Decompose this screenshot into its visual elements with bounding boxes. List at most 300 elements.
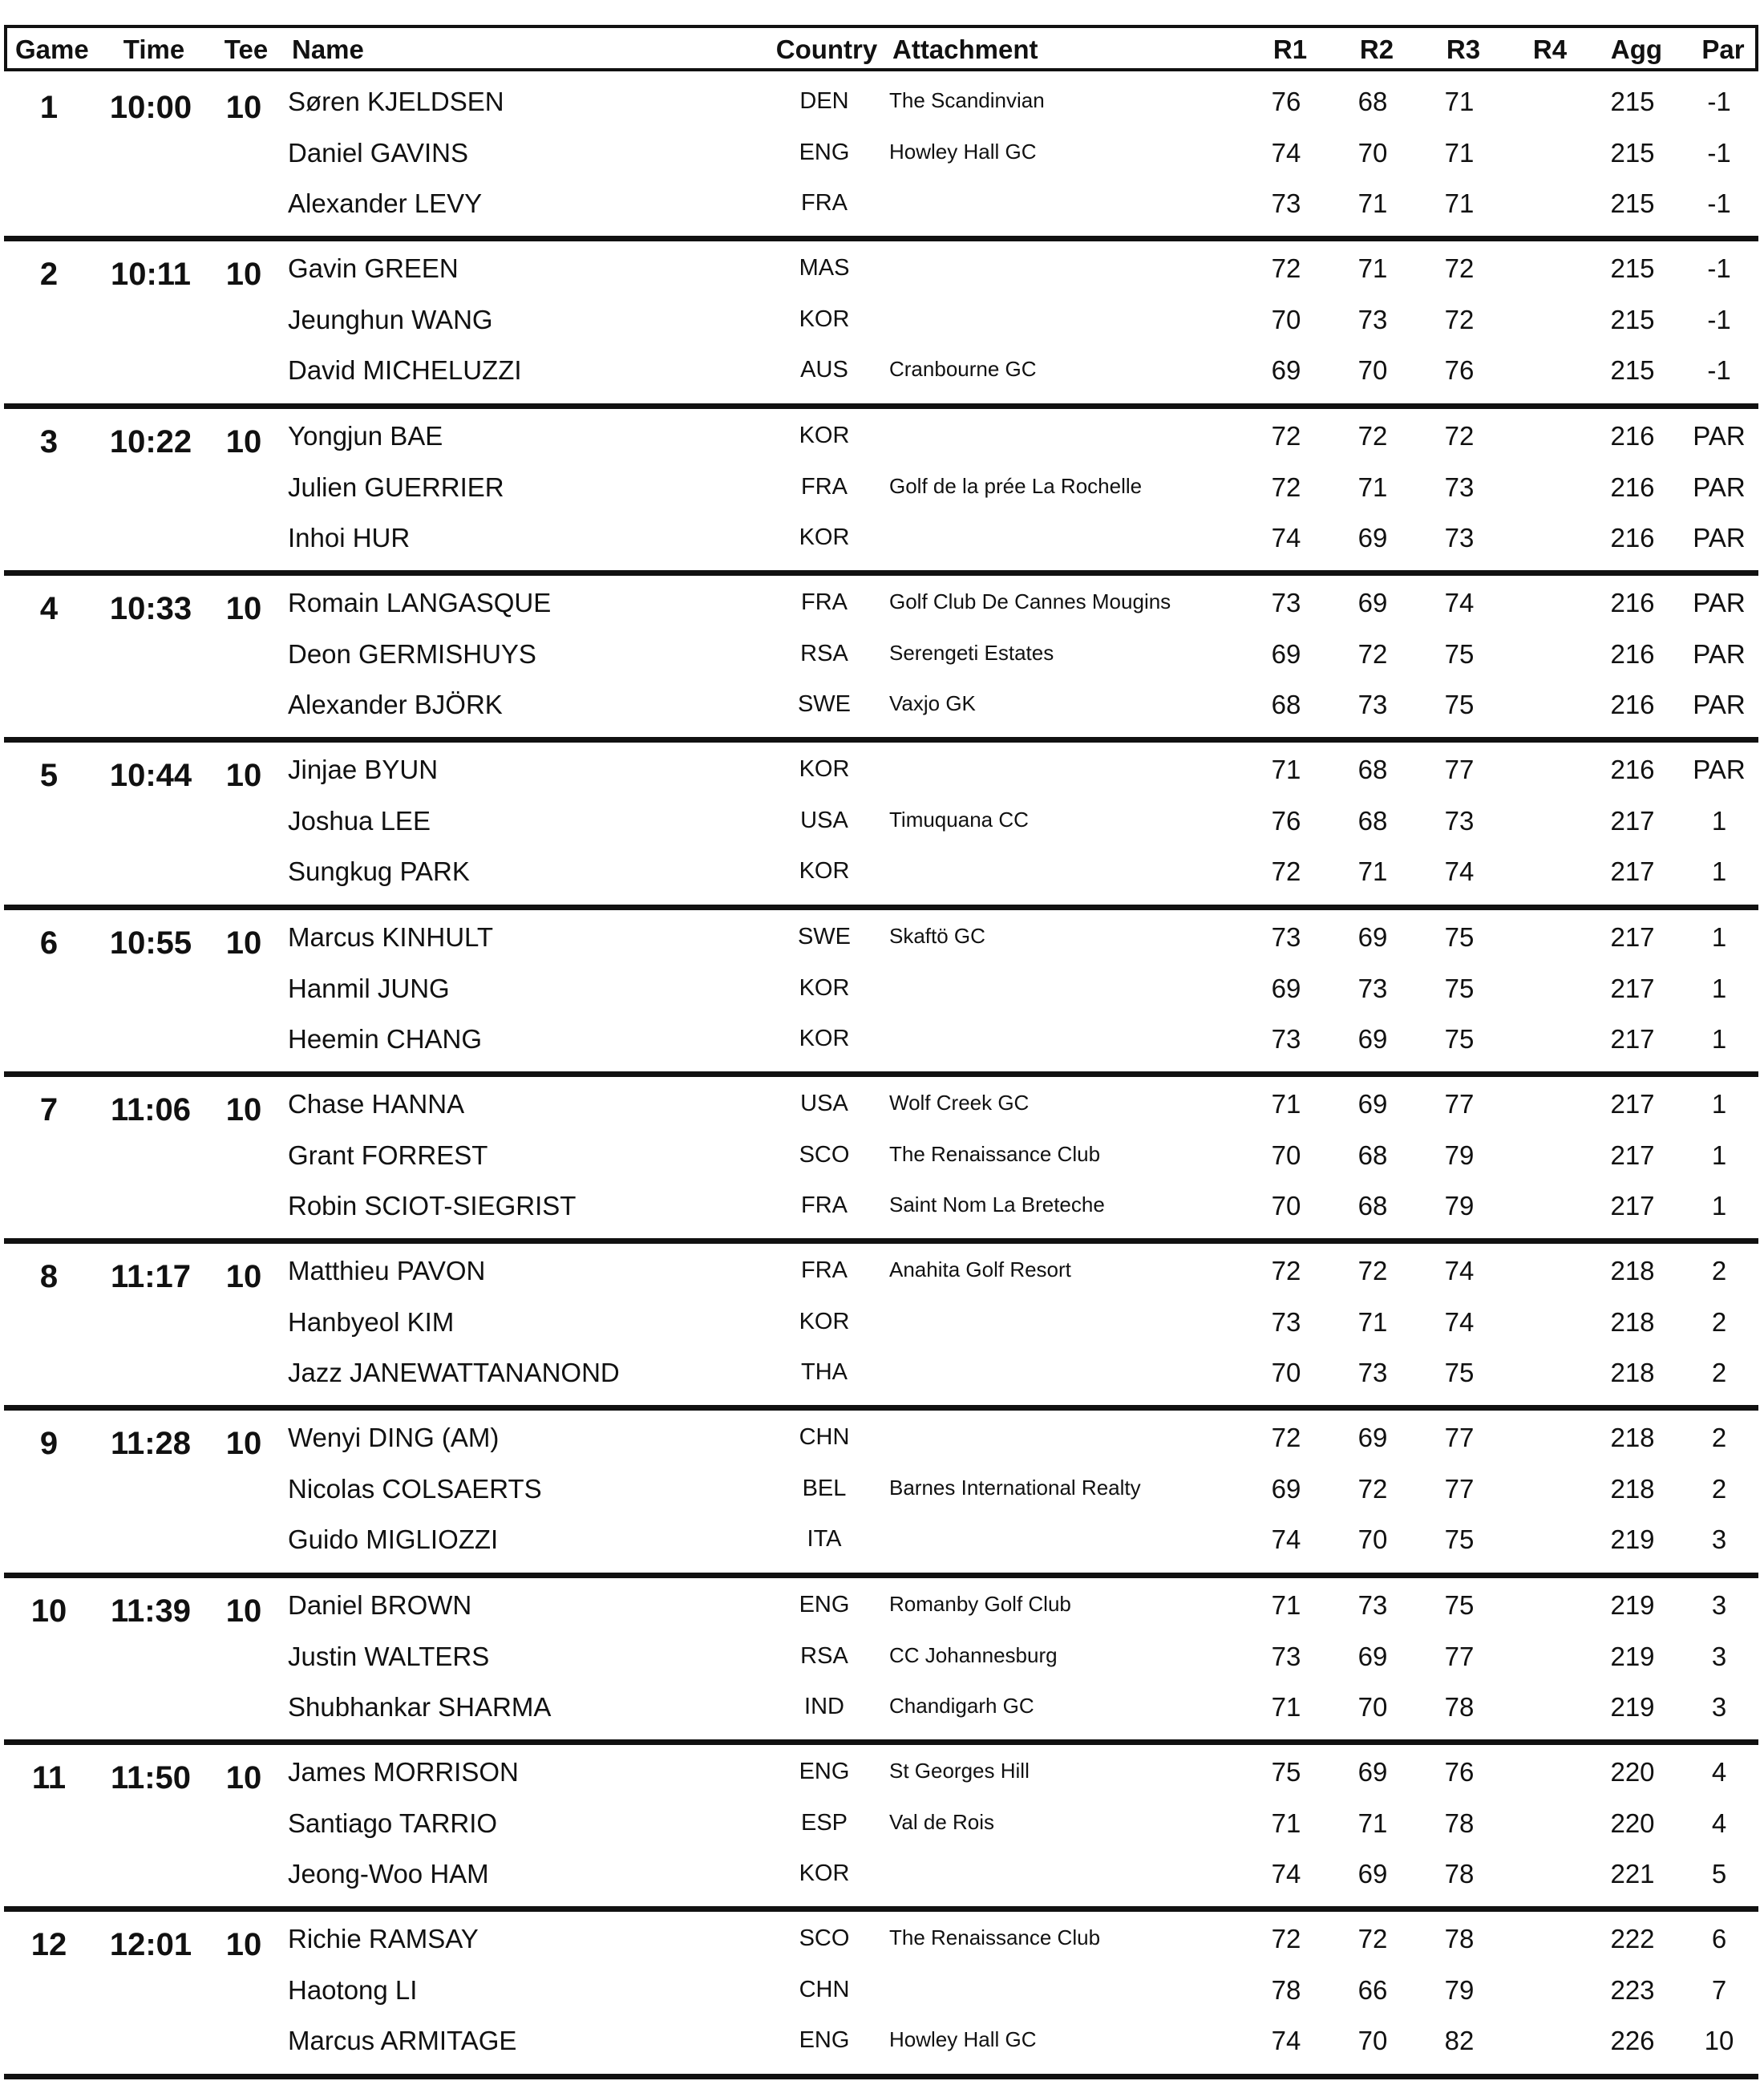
header-r4: R4 xyxy=(1532,34,1568,64)
score-r1: 74 xyxy=(1271,138,1301,168)
score-r3: 75 xyxy=(1444,638,1475,669)
player-attachment: Barnes International Realty xyxy=(889,1476,1141,1500)
score-to-par: -1 xyxy=(1707,253,1731,284)
player-country: KOR xyxy=(799,756,850,783)
score-r3: 72 xyxy=(1444,253,1475,284)
score-r1: 69 xyxy=(1271,1474,1301,1504)
player-attachment: The Renaissance Club xyxy=(889,1925,1101,1950)
game-number: 10 xyxy=(30,1593,67,1629)
player-country: FRA xyxy=(801,473,848,500)
score-r2: 71 xyxy=(1357,188,1388,218)
score-aggregate: 215 xyxy=(1610,87,1655,116)
score-r3: 77 xyxy=(1444,1423,1475,1453)
score-aggregate: 219 xyxy=(1610,1589,1655,1620)
score-r1: 73 xyxy=(1271,1641,1301,1671)
player-attachment: Saint Nom La Breteche xyxy=(889,1192,1105,1217)
score-r2: 72 xyxy=(1357,420,1388,451)
score-to-par: 3 xyxy=(1711,1524,1727,1555)
score-to-par: 1 xyxy=(1711,1023,1727,1054)
score-r1: 69 xyxy=(1271,973,1301,1003)
group-separator-line xyxy=(4,1405,1758,1411)
score-r3: 78 xyxy=(1444,1924,1475,1954)
score-r3: 74 xyxy=(1444,587,1475,617)
score-aggregate: 217 xyxy=(1610,921,1655,952)
tee-group xyxy=(0,1246,1764,1413)
tee-time: 10:44 xyxy=(109,758,192,794)
player-name: Gavin GREEN xyxy=(288,253,459,284)
score-aggregate: 215 xyxy=(1610,355,1655,386)
group-separator-line xyxy=(4,905,1758,910)
player-country: THA xyxy=(801,1359,848,1386)
score-aggregate: 216 xyxy=(1610,638,1655,669)
score-aggregate: 218 xyxy=(1610,1358,1655,1388)
score-r1: 71 xyxy=(1271,755,1301,785)
score-aggregate: 218 xyxy=(1610,1474,1655,1504)
player-name: Heemin CHANG xyxy=(288,1023,483,1054)
player-country: KOR xyxy=(799,858,850,885)
player-attachment: Howley Hall GC xyxy=(889,140,1037,164)
score-r3: 77 xyxy=(1444,755,1475,785)
score-r1: 72 xyxy=(1271,1924,1301,1954)
tee-time: 11:06 xyxy=(110,1091,192,1128)
score-to-par: 7 xyxy=(1711,1975,1727,2006)
header-attachment: Attachment xyxy=(892,34,1038,64)
game-number: 1 xyxy=(39,90,59,125)
player-name: Richie RAMSAY xyxy=(288,1924,479,1954)
tee-time: 11:39 xyxy=(110,1593,192,1629)
score-r2: 66 xyxy=(1357,1975,1388,2006)
score-r2: 71 xyxy=(1357,1307,1388,1338)
score-aggregate: 219 xyxy=(1610,1691,1655,1722)
player-attachment: Chandigarh GC xyxy=(889,1693,1034,1718)
score-r3: 82 xyxy=(1444,2026,1475,2056)
score-r1: 74 xyxy=(1271,522,1301,553)
score-to-par: 2 xyxy=(1711,1423,1727,1453)
tee-group xyxy=(0,1747,1764,1914)
score-to-par: 2 xyxy=(1711,1256,1727,1286)
score-r1: 74 xyxy=(1271,1859,1301,1889)
group-separator-line xyxy=(4,2074,1758,2079)
score-r3: 75 xyxy=(1444,1023,1475,1054)
player-name: Santiago TARRIO xyxy=(288,1808,498,1838)
score-r2: 70 xyxy=(1357,138,1388,168)
score-r2: 69 xyxy=(1357,1088,1388,1119)
score-to-par: PAR xyxy=(1693,420,1746,451)
score-r1: 69 xyxy=(1271,638,1301,669)
game-number: 7 xyxy=(39,1091,59,1128)
score-r1: 73 xyxy=(1271,921,1301,952)
player-name: Chase HANNA xyxy=(288,1088,465,1119)
score-r2: 73 xyxy=(1357,689,1388,719)
score-aggregate: 219 xyxy=(1610,1524,1655,1555)
player-country: DEN xyxy=(799,88,849,114)
score-r1: 74 xyxy=(1271,2026,1301,2056)
group-separator-line xyxy=(4,1906,1758,1912)
group-separator-line xyxy=(4,737,1758,743)
score-r3: 73 xyxy=(1444,522,1475,553)
player-country: AUS xyxy=(800,357,848,383)
score-to-par: 1 xyxy=(1711,806,1727,836)
player-attachment: The Renaissance Club xyxy=(889,1141,1101,1166)
score-aggregate: 217 xyxy=(1610,973,1655,1003)
game-number: 5 xyxy=(39,758,59,794)
score-to-par: -1 xyxy=(1707,87,1731,116)
player-name: Marcus ARMITAGE xyxy=(288,2026,517,2056)
score-to-par: PAR xyxy=(1693,472,1746,502)
header-r2: R2 xyxy=(1359,34,1394,64)
game-number: 12 xyxy=(30,1927,67,1963)
player-country: USA xyxy=(800,808,848,834)
score-to-par: -1 xyxy=(1707,305,1731,335)
player-country: FRA xyxy=(801,1192,848,1218)
group-separator-line xyxy=(4,570,1758,576)
player-name: Jinjae BYUN xyxy=(288,755,439,785)
score-r2: 70 xyxy=(1357,355,1388,386)
score-r2: 69 xyxy=(1357,1023,1388,1054)
player-name: Shubhankar SHARMA xyxy=(288,1691,552,1722)
score-r2: 73 xyxy=(1357,1358,1388,1388)
score-to-par: -1 xyxy=(1707,188,1731,218)
score-r2: 72 xyxy=(1357,638,1388,669)
tee-number: 10 xyxy=(225,925,262,961)
game-number: 2 xyxy=(39,257,59,293)
header-name: Name xyxy=(292,34,364,64)
player-country: CHN xyxy=(799,1424,850,1451)
score-to-par: 2 xyxy=(1711,1358,1727,1388)
tee-group xyxy=(0,1079,1764,1246)
score-aggregate: 222 xyxy=(1610,1924,1655,1954)
player-country: SCO xyxy=(799,1141,850,1168)
player-attachment: Golf de la prée La Rochelle xyxy=(889,473,1143,498)
player-country: SWE xyxy=(797,690,852,717)
header-r1: R1 xyxy=(1272,34,1308,64)
score-to-par: 3 xyxy=(1711,1641,1727,1671)
player-country: SCO xyxy=(799,1925,850,1952)
score-to-par: 10 xyxy=(1704,2026,1734,2056)
score-r3: 74 xyxy=(1444,1256,1475,1286)
player-country: BEL xyxy=(802,1476,847,1502)
tee-number: 10 xyxy=(225,1593,262,1629)
score-to-par: PAR xyxy=(1693,755,1746,785)
score-to-par: -1 xyxy=(1707,138,1731,168)
player-attachment: Romanby Golf Club xyxy=(889,1591,1071,1616)
tee-time: 11:50 xyxy=(110,1760,192,1796)
player-country: KOR xyxy=(799,1025,850,1051)
player-country: ENG xyxy=(799,1759,850,1784)
score-r2: 72 xyxy=(1357,1474,1388,1504)
tee-number: 10 xyxy=(225,758,262,794)
score-r2: 68 xyxy=(1357,1140,1388,1170)
score-r2: 69 xyxy=(1357,1757,1388,1787)
group-separator-line xyxy=(4,236,1758,241)
header-agg: Agg xyxy=(1610,34,1663,64)
player-name: Hanbyeol KIM xyxy=(288,1307,455,1338)
score-r3: 78 xyxy=(1444,1691,1475,1722)
score-to-par: -1 xyxy=(1707,355,1731,386)
score-r1: 72 xyxy=(1271,1256,1301,1286)
player-name: Joshua LEE xyxy=(288,806,431,836)
score-r2: 68 xyxy=(1357,87,1388,116)
score-to-par: 2 xyxy=(1711,1307,1727,1338)
player-name: Wenyi DING (AM) xyxy=(288,1423,500,1453)
score-r3: 78 xyxy=(1444,1859,1475,1889)
score-r3: 71 xyxy=(1444,87,1475,116)
tee-time: 12:01 xyxy=(109,1927,192,1963)
player-name: Grant FORREST xyxy=(288,1140,488,1170)
score-r1: 73 xyxy=(1271,188,1301,218)
score-aggregate: 216 xyxy=(1610,689,1655,719)
score-aggregate: 216 xyxy=(1610,522,1655,553)
score-aggregate: 217 xyxy=(1610,806,1655,836)
score-r1: 69 xyxy=(1271,355,1301,386)
header-time: Time xyxy=(123,34,185,64)
game-number: 9 xyxy=(39,1426,59,1462)
score-aggregate: 216 xyxy=(1610,472,1655,502)
player-country: ESP xyxy=(800,1810,848,1836)
tee-time: 10:00 xyxy=(109,90,192,125)
tee-number: 10 xyxy=(225,1927,262,1963)
player-name: Alexander BJÖRK xyxy=(288,689,503,719)
score-r1: 70 xyxy=(1271,305,1301,335)
player-country: USA xyxy=(800,1090,848,1116)
score-aggregate: 218 xyxy=(1610,1256,1655,1286)
player-country: KOR xyxy=(799,1309,850,1335)
player-name: Haotong LI xyxy=(288,1975,418,2006)
player-name: Sungkug PARK xyxy=(288,856,470,887)
player-attachment: Serengeti Estates xyxy=(889,640,1054,665)
score-r3: 75 xyxy=(1444,1589,1475,1620)
score-r1: 71 xyxy=(1271,1088,1301,1119)
score-r3: 73 xyxy=(1444,472,1475,502)
score-r3: 77 xyxy=(1444,1474,1475,1504)
score-aggregate: 218 xyxy=(1610,1307,1655,1338)
player-name: Jeong-Woo HAM xyxy=(288,1859,489,1889)
score-r1: 76 xyxy=(1271,806,1301,836)
score-r1: 72 xyxy=(1271,472,1301,502)
score-r1: 72 xyxy=(1271,253,1301,284)
player-attachment: Golf Club De Cannes Mougins xyxy=(889,589,1171,613)
score-r1: 74 xyxy=(1271,1524,1301,1555)
score-r3: 73 xyxy=(1444,806,1475,836)
score-r2: 73 xyxy=(1357,973,1388,1003)
tee-group xyxy=(0,411,1764,578)
tee-number: 10 xyxy=(225,423,262,460)
score-r1: 76 xyxy=(1271,87,1301,116)
score-r2: 69 xyxy=(1357,1641,1388,1671)
score-r2: 69 xyxy=(1357,921,1388,952)
score-r3: 77 xyxy=(1444,1641,1475,1671)
player-attachment: Skaftö GC xyxy=(889,923,985,948)
player-attachment: CC Johannesburg xyxy=(889,1642,1058,1667)
player-name: Nicolas COLSAERTS xyxy=(288,1474,542,1504)
score-r3: 77 xyxy=(1444,1088,1475,1119)
player-attachment: The Scandinvian xyxy=(889,88,1045,112)
score-r3: 71 xyxy=(1444,138,1475,168)
score-to-par: 5 xyxy=(1711,1859,1727,1889)
header-game: Game xyxy=(15,34,89,64)
score-aggregate: 220 xyxy=(1610,1757,1655,1787)
player-country: KOR xyxy=(799,524,850,550)
tee-group xyxy=(0,578,1764,745)
score-aggregate: 215 xyxy=(1610,305,1655,335)
score-r2: 70 xyxy=(1357,1691,1388,1722)
score-to-par: 1 xyxy=(1711,921,1727,952)
score-r3: 75 xyxy=(1444,689,1475,719)
tee-number: 10 xyxy=(225,1426,262,1462)
player-country: KOR xyxy=(799,422,850,448)
tee-time: 11:17 xyxy=(110,1259,192,1295)
score-aggregate: 218 xyxy=(1610,1423,1655,1453)
score-to-par: 1 xyxy=(1711,1190,1727,1221)
tee-time: 10:55 xyxy=(109,925,192,961)
player-name: Matthieu PAVON xyxy=(288,1256,486,1286)
player-country: ENG xyxy=(799,140,850,165)
player-attachment: Timuquana CC xyxy=(889,808,1029,832)
player-name: Guido MIGLIOZZI xyxy=(288,1524,499,1555)
score-r3: 79 xyxy=(1444,1140,1475,1170)
score-r2: 72 xyxy=(1357,1256,1388,1286)
tee-group xyxy=(0,913,1764,1079)
score-r2: 69 xyxy=(1357,587,1388,617)
player-name: Romain LANGASQUE xyxy=(288,587,552,617)
score-r1: 73 xyxy=(1271,1023,1301,1054)
player-attachment: Howley Hall GC xyxy=(889,2027,1037,2052)
score-to-par: PAR xyxy=(1693,522,1746,553)
player-name: Søren KJELDSEN xyxy=(288,87,504,116)
score-r1: 70 xyxy=(1271,1140,1301,1170)
score-r2: 72 xyxy=(1357,1924,1388,1954)
player-name: Robin SCIOT-SIEGRIST xyxy=(288,1190,577,1221)
player-attachment: Wolf Creek GC xyxy=(889,1090,1030,1115)
player-attachment: Anahita Golf Resort xyxy=(889,1257,1071,1282)
score-to-par: 4 xyxy=(1711,1757,1727,1787)
group-separator-line xyxy=(4,403,1758,409)
score-r2: 68 xyxy=(1357,806,1388,836)
score-r1: 73 xyxy=(1271,1307,1301,1338)
score-aggregate: 216 xyxy=(1610,755,1655,785)
score-to-par: 6 xyxy=(1711,1924,1727,1954)
player-name: Jazz JANEWATTANANOND xyxy=(288,1358,620,1388)
player-name: James MORRISON xyxy=(288,1757,519,1787)
score-r3: 75 xyxy=(1444,921,1475,952)
score-r1: 70 xyxy=(1271,1358,1301,1388)
score-to-par: 1 xyxy=(1711,1088,1727,1119)
tee-group xyxy=(0,1413,1764,1580)
group-separator-line xyxy=(4,1238,1758,1244)
player-name: David MICHELUZZI xyxy=(288,355,522,386)
player-country: RSA xyxy=(800,1642,848,1669)
player-country: FRA xyxy=(801,1257,848,1284)
player-country: ITA xyxy=(807,1526,842,1553)
player-country: ENG xyxy=(799,2027,850,2054)
player-attachment: St Georges Hill xyxy=(889,1759,1030,1783)
score-r1: 72 xyxy=(1271,856,1301,887)
score-to-par: 3 xyxy=(1711,1691,1727,1722)
score-r2: 71 xyxy=(1357,472,1388,502)
score-r3: 78 xyxy=(1444,1808,1475,1838)
group-separator-line xyxy=(4,1071,1758,1077)
score-r3: 76 xyxy=(1444,355,1475,386)
score-r2: 71 xyxy=(1357,856,1388,887)
tee-number: 10 xyxy=(225,1760,262,1796)
tee-group xyxy=(0,244,1764,411)
player-country: CHN xyxy=(799,1977,850,2003)
game-number: 6 xyxy=(39,925,59,961)
player-name: Hanmil JUNG xyxy=(288,973,450,1003)
tee-group xyxy=(0,1914,1764,2081)
player-name: Yongjun BAE xyxy=(288,420,443,451)
score-r3: 71 xyxy=(1444,188,1475,218)
player-name: Daniel GAVINS xyxy=(288,138,468,168)
score-aggregate: 220 xyxy=(1610,1808,1655,1838)
score-r1: 75 xyxy=(1271,1757,1301,1787)
tee-number: 10 xyxy=(225,1091,262,1128)
tee-number: 10 xyxy=(225,90,262,125)
score-r1: 73 xyxy=(1271,587,1301,617)
score-aggregate: 217 xyxy=(1610,1088,1655,1119)
score-r3: 79 xyxy=(1444,1975,1475,2006)
score-r2: 69 xyxy=(1357,1423,1388,1453)
player-name: Justin WALTERS xyxy=(288,1641,490,1671)
score-aggregate: 215 xyxy=(1610,138,1655,168)
tee-number: 10 xyxy=(225,257,262,293)
tee-number: 10 xyxy=(225,590,262,626)
tee-number: 10 xyxy=(225,1259,262,1295)
tee-time: 10:33 xyxy=(109,590,192,626)
game-number: 11 xyxy=(31,1760,67,1796)
tee-group xyxy=(0,77,1764,244)
score-r2: 73 xyxy=(1357,1589,1388,1620)
score-r1: 78 xyxy=(1271,1975,1301,2006)
score-r2: 70 xyxy=(1357,2026,1388,2056)
score-to-par: PAR xyxy=(1693,638,1746,669)
game-number: 4 xyxy=(39,590,59,626)
score-aggregate: 216 xyxy=(1610,420,1655,451)
score-r2: 71 xyxy=(1357,1808,1388,1838)
player-name: Marcus KINHULT xyxy=(288,921,494,952)
score-to-par: 4 xyxy=(1711,1808,1727,1838)
tee-time: 10:11 xyxy=(110,257,192,293)
player-country: MAS xyxy=(799,255,850,281)
score-r3: 79 xyxy=(1444,1190,1475,1221)
player-country: KOR xyxy=(799,306,850,333)
player-name: Julien GUERRIER xyxy=(288,472,504,502)
score-aggregate: 215 xyxy=(1610,188,1655,218)
player-country: SWE xyxy=(797,923,852,949)
group-separator-line xyxy=(4,1573,1758,1578)
player-country: KOR xyxy=(799,1860,850,1886)
score-r2: 71 xyxy=(1357,253,1388,284)
game-number: 3 xyxy=(39,423,59,460)
score-r1: 72 xyxy=(1271,420,1301,451)
score-r1: 71 xyxy=(1271,1808,1301,1838)
score-aggregate: 217 xyxy=(1610,1023,1655,1054)
score-r2: 69 xyxy=(1357,522,1388,553)
score-r3: 74 xyxy=(1444,856,1475,887)
score-aggregate: 217 xyxy=(1610,1140,1655,1170)
score-r3: 72 xyxy=(1444,420,1475,451)
player-name: Deon GERMISHUYS xyxy=(288,638,536,669)
score-r2: 70 xyxy=(1357,1524,1388,1555)
header-country: Country xyxy=(775,34,878,64)
score-r1: 68 xyxy=(1271,689,1301,719)
score-to-par: 3 xyxy=(1711,1589,1727,1620)
score-aggregate: 215 xyxy=(1610,253,1655,284)
score-aggregate: 217 xyxy=(1610,1190,1655,1221)
player-country: ENG xyxy=(799,1591,850,1617)
player-attachment: Cranbourne GC xyxy=(889,357,1037,382)
score-r1: 71 xyxy=(1271,1691,1301,1722)
